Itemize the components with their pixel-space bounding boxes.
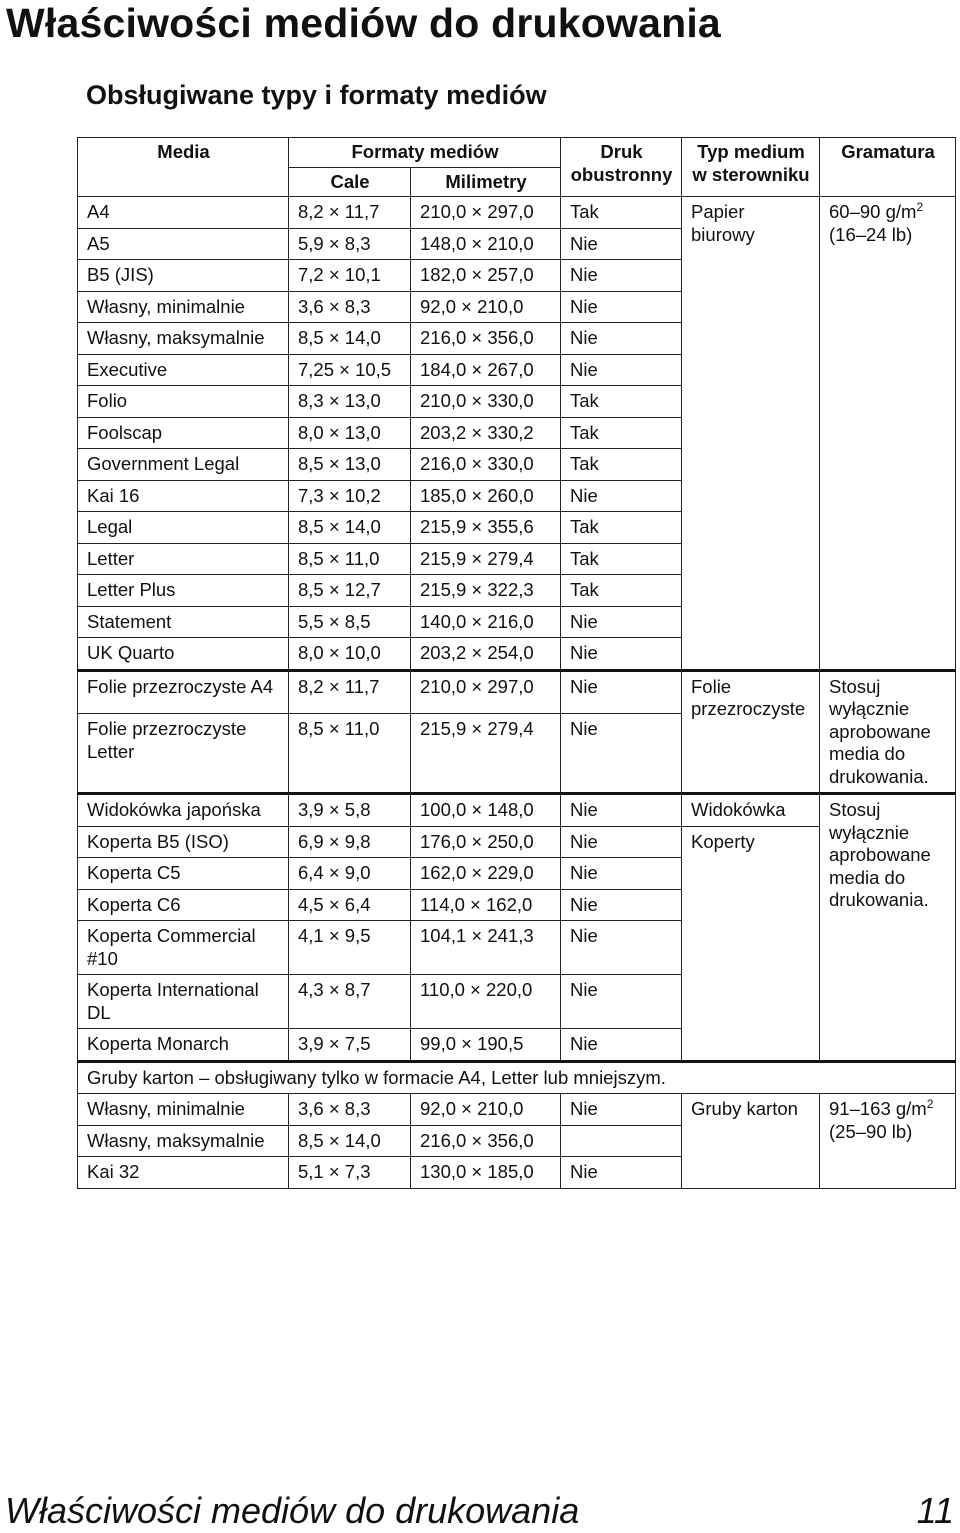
duplex-cell: Tak xyxy=(561,512,682,544)
media-name-cell: Koperta C6 xyxy=(78,889,289,921)
media-name-cell: Własny, minimalnie xyxy=(78,1094,289,1126)
size-inches-cell: 8,0 × 10,0 xyxy=(289,638,411,671)
media-type-cell: Papier biurowy xyxy=(682,197,820,671)
size-mm-cell: 203,2 × 330,2 xyxy=(411,417,561,449)
size-inches-cell: 4,3 × 8,7 xyxy=(289,975,411,1029)
duplex-cell: Nie xyxy=(561,975,682,1029)
media-type-cell: Koperty xyxy=(682,826,820,1061)
duplex-cell: Nie xyxy=(561,1094,682,1126)
duplex-cell: Nie xyxy=(561,889,682,921)
media-name-cell: B5 (JIS) xyxy=(78,260,289,292)
size-inches-cell: 3,6 × 8,3 xyxy=(289,291,411,323)
duplex-cell: Tak xyxy=(561,575,682,607)
size-inches-cell: 3,9 × 5,8 xyxy=(289,794,411,827)
media-name-cell: Własny, maksymalnie xyxy=(78,323,289,355)
size-inches-cell: 3,9 × 7,5 xyxy=(289,1029,411,1062)
size-inches-cell: 6,4 × 9,0 xyxy=(289,858,411,890)
media-name-cell: Folio xyxy=(78,386,289,418)
size-mm-cell: 99,0 × 190,5 xyxy=(411,1029,561,1062)
media-name-cell: Foolscap xyxy=(78,417,289,449)
media-name-cell: UK Quarto xyxy=(78,638,289,671)
media-name-cell: Statement xyxy=(78,606,289,638)
media-type-cell: Widokówka xyxy=(682,794,820,827)
size-mm-cell: 215,9 × 279,4 xyxy=(411,543,561,575)
size-inches-cell: 5,9 × 8,3 xyxy=(289,228,411,260)
size-mm-cell: 210,0 × 297,0 xyxy=(411,197,561,229)
media-name-cell: Government Legal xyxy=(78,449,289,481)
size-inches-cell: 8,3 × 13,0 xyxy=(289,386,411,418)
size-inches-cell: 4,1 × 9,5 xyxy=(289,921,411,975)
size-mm-cell: 185,0 × 260,0 xyxy=(411,480,561,512)
duplex-cell: Nie xyxy=(561,826,682,858)
weight-value: 60–90 g/m xyxy=(829,201,917,222)
size-inches-cell: 8,0 × 13,0 xyxy=(289,417,411,449)
size-inches-cell: 8,5 × 11,0 xyxy=(289,714,411,794)
media-name-cell: Letter Plus xyxy=(78,575,289,607)
size-inches-cell: 5,1 × 7,3 xyxy=(289,1157,411,1189)
page-number: 11 xyxy=(916,1490,954,1531)
size-mm-cell: 148,0 × 210,0 xyxy=(411,228,561,260)
header-mm: Milimetry xyxy=(411,167,561,197)
weight-unit-exponent: 2 xyxy=(916,199,924,214)
size-inches-cell: 8,5 × 14,0 xyxy=(289,512,411,544)
media-name-cell: Executive xyxy=(78,354,289,386)
duplex-cell: Nie xyxy=(561,714,682,794)
size-mm-cell: 110,0 × 220,0 xyxy=(411,975,561,1029)
size-mm-cell: 203,2 × 254,0 xyxy=(411,638,561,671)
duplex-cell: Nie xyxy=(561,323,682,355)
media-name-cell: A4 xyxy=(78,197,289,229)
duplex-cell: Tak xyxy=(561,417,682,449)
duplex-cell: Nie xyxy=(561,638,682,671)
duplex-cell: Nie xyxy=(561,921,682,975)
size-mm-cell: 92,0 × 210,0 xyxy=(411,291,561,323)
header-media: Media xyxy=(78,138,289,197)
duplex-cell: Nie xyxy=(561,670,682,714)
media-type-cell: Gruby karton xyxy=(682,1094,820,1189)
media-name-cell: Kai 32 xyxy=(78,1157,289,1189)
size-mm-cell: 216,0 × 356,0 xyxy=(411,1125,561,1157)
duplex-cell: Tak xyxy=(561,543,682,575)
media-name-cell: Własny, maksymalnie xyxy=(78,1125,289,1157)
duplex-cell: Nie xyxy=(561,354,682,386)
media-name-cell: Własny, minimalnie xyxy=(78,291,289,323)
media-name-cell: Widokówka japońska xyxy=(78,794,289,827)
duplex-cell: Nie xyxy=(561,480,682,512)
size-inches-cell: 8,2 × 11,7 xyxy=(289,197,411,229)
weight-cell: Stosuj wyłącznie aprobowane media do drukowania. xyxy=(820,670,956,794)
media-name-cell: Folie przezroczyste Letter xyxy=(78,714,289,794)
duplex-cell: Nie xyxy=(561,1157,682,1189)
table-row xyxy=(78,197,956,229)
media-name-cell: Koperta International DL xyxy=(78,975,289,1029)
size-mm-cell: 210,0 × 297,0 xyxy=(411,670,561,714)
size-inches-cell: 8,2 × 11,7 xyxy=(289,670,411,714)
size-mm-cell: 100,0 × 148,0 xyxy=(411,794,561,827)
size-inches-cell: 8,5 × 11,0 xyxy=(289,543,411,575)
section-title: Obsługiwane typy i formaty mediów xyxy=(86,80,547,110)
size-inches-cell: 4,5 × 6,4 xyxy=(289,889,411,921)
cardstock-note: Gruby karton – obsługiwany tylko w formacie A4, Letter lub mniejszym. xyxy=(78,1061,956,1094)
size-inches-cell: 8,5 × 12,7 xyxy=(289,575,411,607)
table-row xyxy=(78,1061,956,1094)
header-weight: Gramatura xyxy=(820,138,956,197)
duplex-cell: Nie xyxy=(561,858,682,890)
postcard-envelope-group xyxy=(78,794,956,1062)
size-mm-cell: 104,1 × 241,3 xyxy=(411,921,561,975)
paper-group xyxy=(78,197,956,671)
media-name-cell: Koperta C5 xyxy=(78,858,289,890)
weight-cell xyxy=(820,197,956,671)
media-table xyxy=(77,137,956,1189)
weight-cell xyxy=(820,1094,956,1189)
size-mm-cell: 176,0 × 250,0 xyxy=(411,826,561,858)
duplex-cell: Tak xyxy=(561,449,682,481)
duplex-cell: Nie xyxy=(561,291,682,323)
size-mm-cell: 216,0 × 330,0 xyxy=(411,449,561,481)
size-inches-cell: 7,25 × 10,5 xyxy=(289,354,411,386)
footer-title: Właściwości mediów do drukowania xyxy=(5,1490,580,1531)
table-row xyxy=(78,670,956,714)
media-name-cell: Koperta Commercial #10 xyxy=(78,921,289,975)
duplex-cell: Nie xyxy=(561,1029,682,1062)
weight-pounds: (25–90 lb) xyxy=(829,1120,913,1142)
page-title: Właściwości mediów do drukowania xyxy=(6,0,721,46)
size-mm-cell: 162,0 × 229,0 xyxy=(411,858,561,890)
weight-value: 91–163 g/m xyxy=(829,1098,927,1119)
size-mm-cell: 130,0 × 185,0 xyxy=(411,1157,561,1189)
weight-pounds: (16–24 lb) xyxy=(829,223,913,245)
size-inches-cell: 7,2 × 10,1 xyxy=(289,260,411,292)
weight-cell: Stosuj wyłącznie aprobowane media do drukowania. xyxy=(820,794,956,1062)
duplex-cell: Nie xyxy=(561,794,682,827)
size-mm-cell: 114,0 × 162,0 xyxy=(411,889,561,921)
size-mm-cell: 215,9 × 279,4 xyxy=(411,714,561,794)
table-row xyxy=(78,1094,956,1126)
media-name-cell: Koperta Monarch xyxy=(78,1029,289,1062)
header-inches: Cale xyxy=(289,167,411,197)
media-type-cell: Folie przezroczyste xyxy=(682,670,820,794)
size-inches-cell: 7,3 × 10,2 xyxy=(289,480,411,512)
media-name-cell: A5 xyxy=(78,228,289,260)
size-mm-cell: 184,0 × 267,0 xyxy=(411,354,561,386)
size-inches-cell: 8,5 × 14,0 xyxy=(289,323,411,355)
media-name-cell: Legal xyxy=(78,512,289,544)
size-mm-cell: 215,9 × 322,3 xyxy=(411,575,561,607)
size-inches-cell: 8,5 × 14,0 xyxy=(289,1125,411,1157)
size-mm-cell: 140,0 × 216,0 xyxy=(411,606,561,638)
transparency-group xyxy=(78,670,956,794)
size-mm-cell: 216,0 × 356,0 xyxy=(411,323,561,355)
size-inches-cell: 3,6 × 8,3 xyxy=(289,1094,411,1126)
table-row xyxy=(78,794,956,827)
media-name-cell: Folie przezroczyste A4 xyxy=(78,670,289,714)
media-name-cell: Koperta B5 (ISO) xyxy=(78,826,289,858)
size-mm-cell: 92,0 × 210,0 xyxy=(411,1094,561,1126)
size-mm-cell: 210,0 × 330,0 xyxy=(411,386,561,418)
duplex-cell: Tak xyxy=(561,197,682,229)
cardstock-group xyxy=(78,1061,956,1188)
duplex-cell xyxy=(561,1125,682,1157)
size-mm-cell: 215,9 × 355,6 xyxy=(411,512,561,544)
duplex-cell: Tak xyxy=(561,386,682,418)
size-inches-cell: 6,9 × 9,8 xyxy=(289,826,411,858)
duplex-cell: Nie xyxy=(561,606,682,638)
size-mm-cell: 182,0 × 257,0 xyxy=(411,260,561,292)
media-name-cell: Letter xyxy=(78,543,289,575)
duplex-cell: Nie xyxy=(561,228,682,260)
weight-unit-exponent: 2 xyxy=(926,1096,934,1111)
header-type: Typ medium w sterowniku xyxy=(682,138,820,197)
header-duplex: Druk obustronny xyxy=(561,138,682,197)
duplex-cell: Nie xyxy=(561,260,682,292)
header-formats: Formaty mediów xyxy=(289,138,561,168)
media-name-cell: Kai 16 xyxy=(78,480,289,512)
size-inches-cell: 8,5 × 13,0 xyxy=(289,449,411,481)
size-inches-cell: 5,5 × 8,5 xyxy=(289,606,411,638)
